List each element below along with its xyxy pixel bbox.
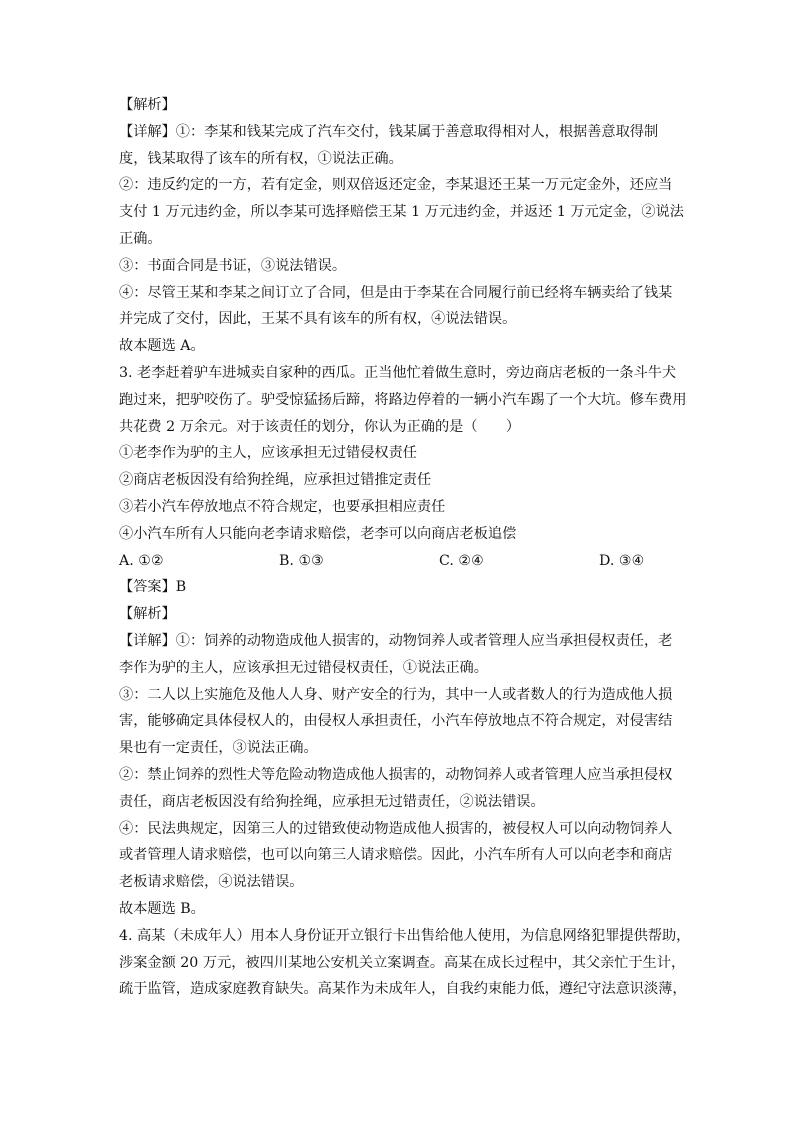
text-line: ③若小汽车停放地点不符合规定，也要承担相应责任 xyxy=(119,498,446,515)
analysis-section-q3 xyxy=(119,574,691,1003)
text-line: ①老李作为驴的主人，应该承担无过错侵权责任 xyxy=(119,445,417,462)
text-line: 【答案】B xyxy=(119,579,187,596)
option-c: C. ②④ xyxy=(439,552,484,569)
text-line: ④：民法典规定，因第三人的过错致使动物造成他人损害的，被侵权人可以向动物饲养人 xyxy=(119,820,673,837)
text-line: 并完成了交付，因此，王某不具有该车的所有权，④说法错误。 xyxy=(119,311,517,328)
answer-options xyxy=(119,548,691,575)
text-line: 李作为驴的主人，应该承担无过错侵权责任，①说法正确。 xyxy=(119,659,488,676)
text-line: 【解析】 xyxy=(119,97,176,113)
text-line: 度，钱某取得了该车的所有权，①说法正确。 xyxy=(119,150,403,167)
text-line: 共花费 2 万余元。对于该责任的划分，你认为正确的是（ ） xyxy=(119,418,521,435)
text-line: 害，能够确定具体侵权人的，由侵权人承担责任，小汽车停放地点不符合规定，对侵害结 xyxy=(119,713,673,730)
text-line: 跑过来，把驴咬伤了。驴受惊猛扬后蹄，将路边停着的一辆小汽车踢了一个大坑。修车费用 xyxy=(119,391,687,408)
text-line: 责任，商店老板因没有给狗拴绳，应承担无过错责任，②说法错误。 xyxy=(119,793,545,810)
text-line: ④小汽车所有人只能向老李请求赔偿，老李可以向商店老板追偿 xyxy=(119,525,517,542)
text-line: 支付 1 万元违约金，所以李某可选择赔偿王某 1 万元违约金，并返还 1 万元定金，②说法 xyxy=(119,204,684,221)
analysis-section-q2 xyxy=(119,92,691,548)
text-line: 【详解】①：李某和钱某完成了汽车交付，钱某属于善意取得相对人，根据善意取得制 xyxy=(119,123,659,140)
option-a: A. ①② xyxy=(119,552,164,569)
option-d: D. ③④ xyxy=(599,552,645,569)
text-line: 3. 老李赶着驴车进城卖自家种的西瓜。正当他忙着做生意时，旁边商店老板的一条斗牛犬 xyxy=(119,364,677,381)
text-line: ②商店老板因没有给狗拴绳，应承担过错推定责任 xyxy=(119,472,432,489)
text-line: ④：尽管王某和李某之间订立了合同，但是由于李某在合同履行前已经将车辆卖给了钱某 xyxy=(119,284,673,301)
text-line: ③：书面合同是书证，③说法错误。 xyxy=(119,257,347,274)
text-line: ②：违反约定的一方，若有定金，则双倍返还定金，李某退还王某一万元定金外，还应当 xyxy=(119,177,673,194)
text-line: 故本题选 A。 xyxy=(119,338,205,355)
text-line: 疏于监管，造成家庭教育缺失。高某作为未成年人，自我约束能力低，遵纪守法意识淡薄， xyxy=(119,981,687,998)
text-line: ③：二人以上实施危及他人人身、财产安全的行为，其中一人或者数人的行为造成他人损 xyxy=(119,686,673,703)
text-line: 老板请求赔偿，④说法错误。 xyxy=(119,874,304,891)
text-line: 故本题选 B。 xyxy=(119,900,205,917)
text-line: 果也有一定责任，③说法正确。 xyxy=(119,740,318,757)
text-line: 4. 高某（未成年人）用本人身份证开立银行卡出售给他人使用，为信息网络犯罪提供帮助， xyxy=(119,927,691,944)
text-line: 【解析】 xyxy=(119,606,176,623)
text-line: 或者管理人请求赔偿，也可以向第三人请求赔偿。因此，小汽车所有人可以向老李和商店 xyxy=(119,847,673,864)
text-line: ②：禁止饲养的烈性犬等危险动物造成他人损害的，动物饲养人或者管理人应当承担侵权 xyxy=(119,766,673,783)
text-line: 涉案金额 20 万元，被四川某地公安机关立案调查。高某在成长过程中，其父亲忙于生计， xyxy=(119,954,686,971)
text-line: 正确。 xyxy=(119,230,162,247)
option-b: B. ①③ xyxy=(279,552,324,569)
text-line: 【详解】①：饲养的动物造成他人损害的，动物饲养人或者管理人应当承担侵权责任，老 xyxy=(119,632,673,649)
document-page xyxy=(119,92,691,1003)
